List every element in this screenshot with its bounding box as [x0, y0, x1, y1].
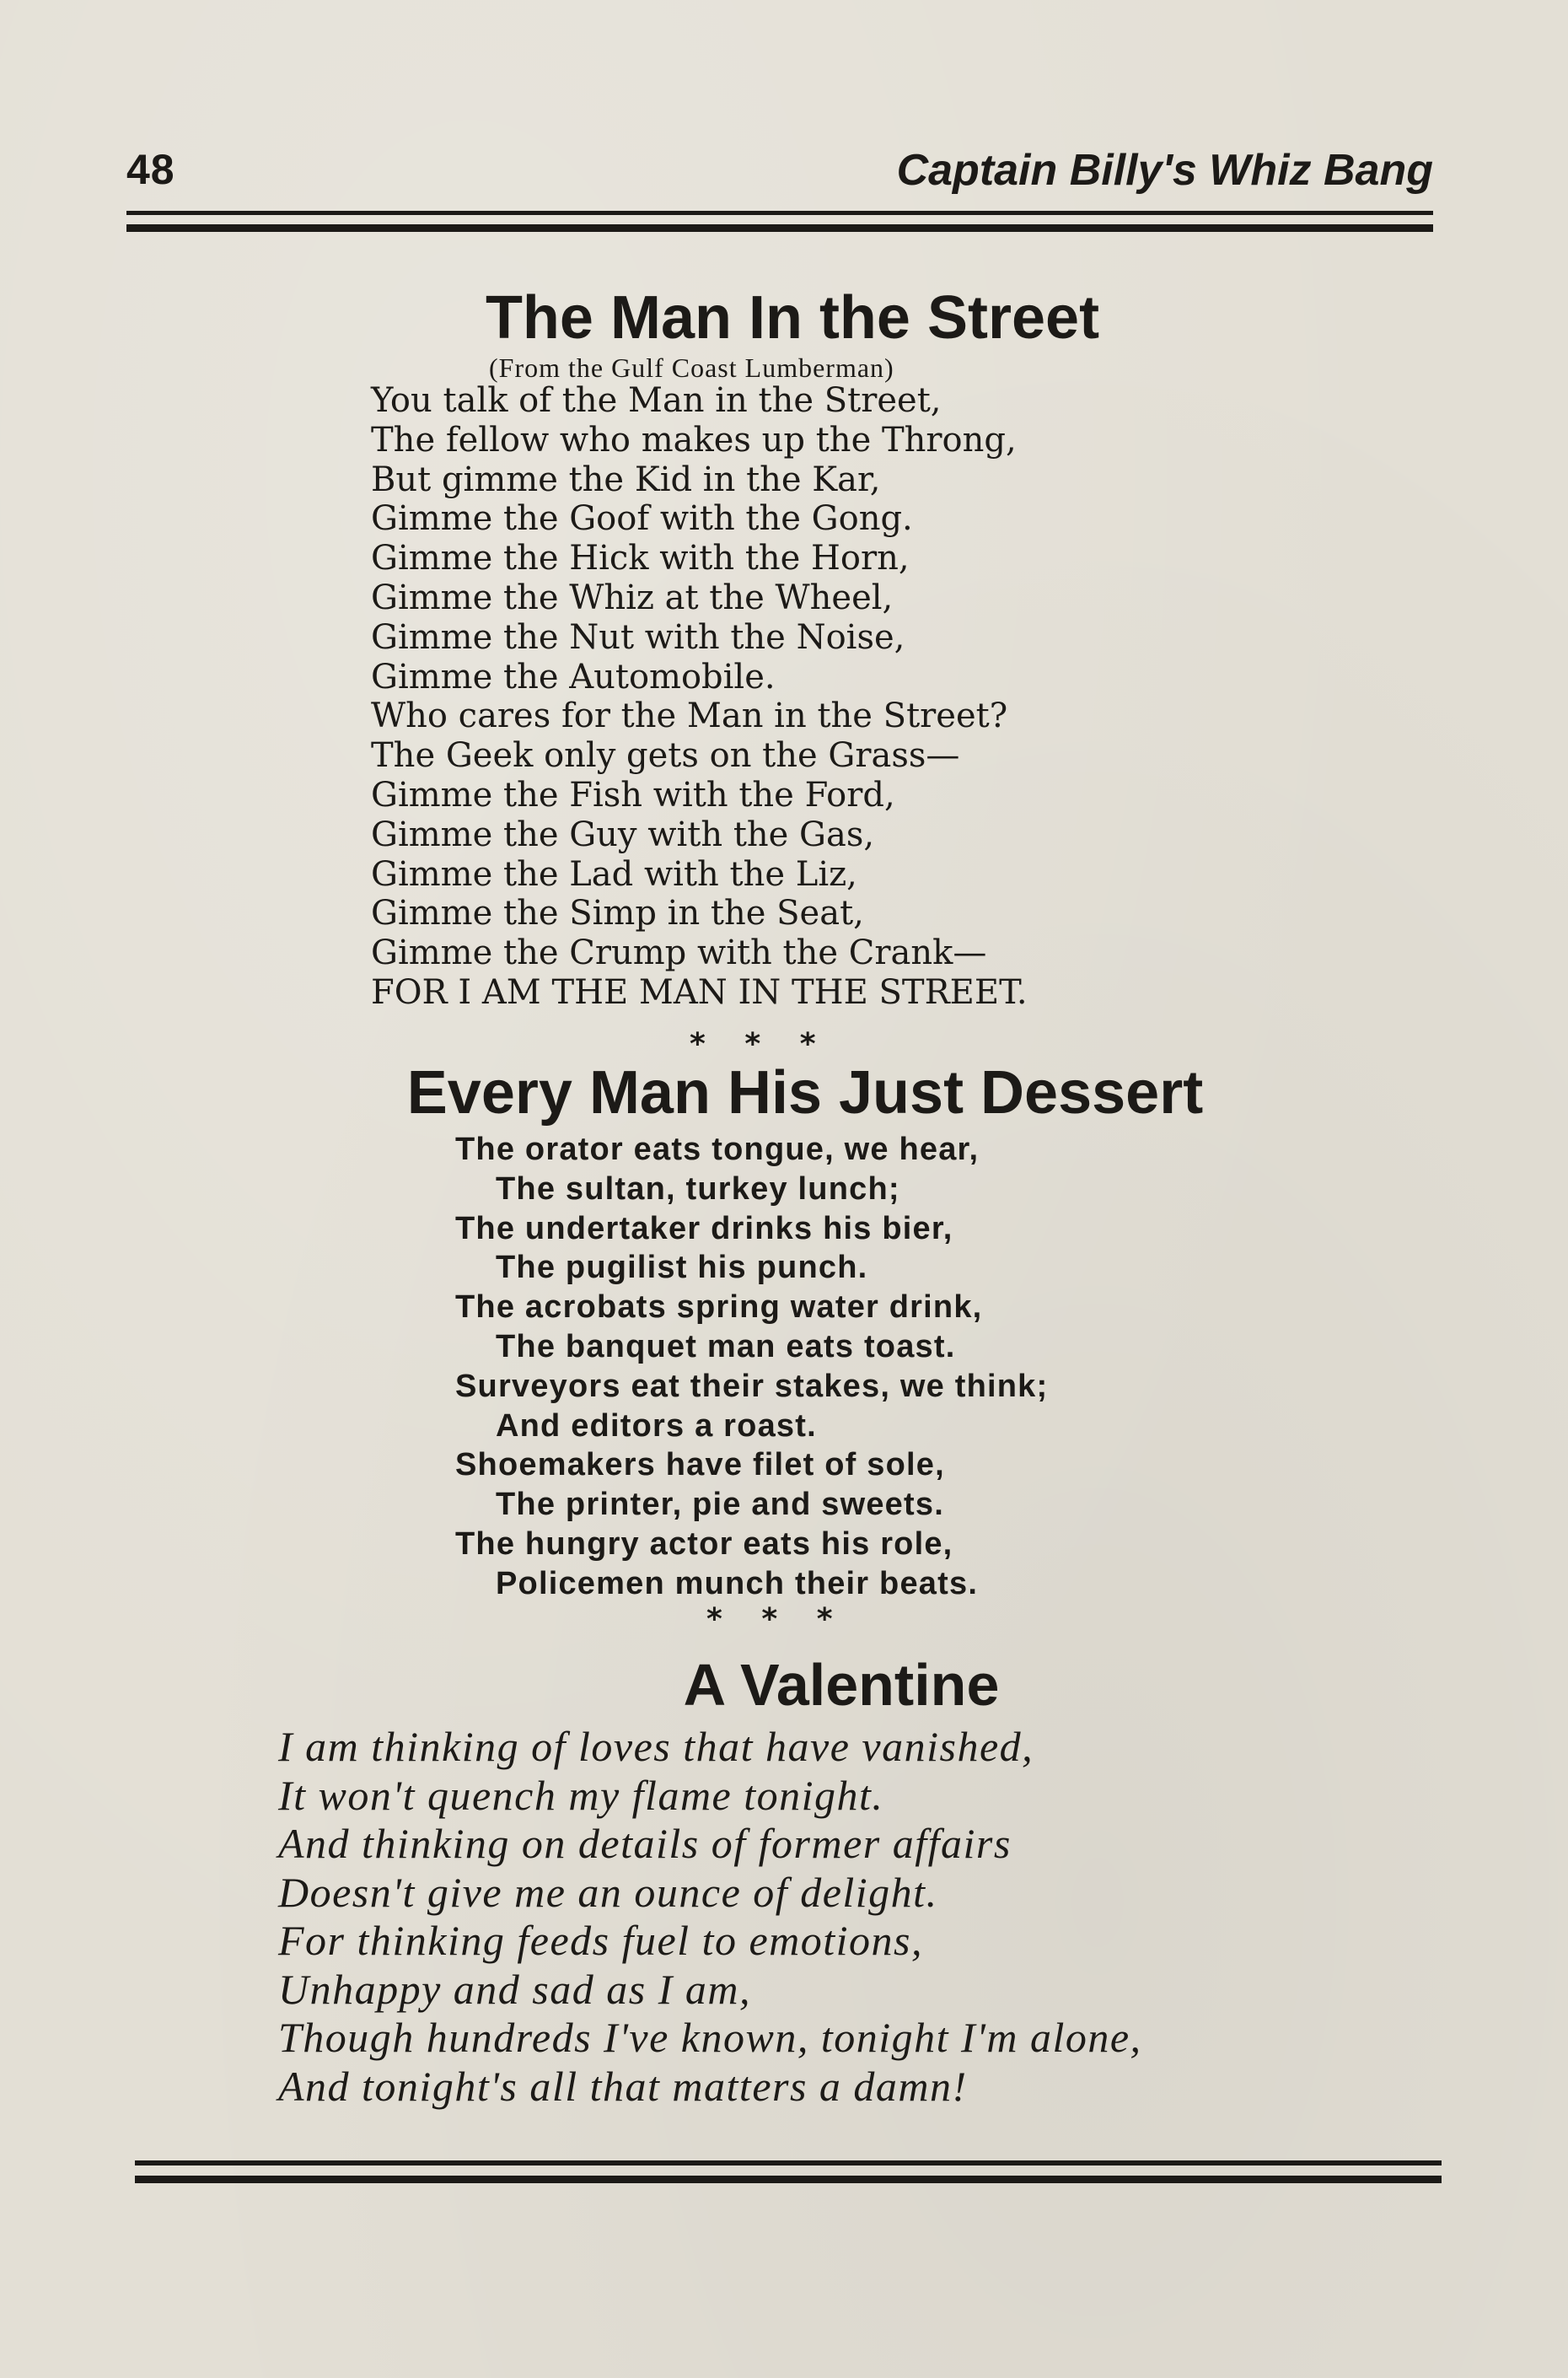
poem-line: Gimme the Lad with the Liz,: [371, 854, 857, 894]
poem-line: And thinking on details of former affairs: [278, 1820, 1012, 1867]
poem-line: Gimme the Fish with the Ford,: [371, 775, 895, 815]
page-number: 48: [126, 146, 175, 193]
poem-line: For thinking feeds fuel to emotions,: [278, 1917, 924, 1964]
poem-line: Gimme the Guy with the Gas,: [371, 815, 875, 854]
poem-line: Shoemakers have filet of sole,: [455, 1447, 945, 1483]
header-rule-thick: [126, 224, 1433, 232]
poem-line: Gimme the Hick with the Horn,: [371, 539, 910, 578]
poem-line: Gimme the Crump with the Crank—: [371, 933, 987, 973]
poem-line: Who cares for the Man in the Street?: [371, 697, 1008, 736]
poem-line: Gimme the Whiz at the Wheel,: [371, 578, 894, 617]
poem-line: Gimme the Automobile.: [371, 657, 776, 697]
poem-line: You talk of the Man in the Street,: [371, 381, 942, 420]
poem-line: Surveyors eat their stakes, we think;: [455, 1368, 1049, 1404]
poem-line: The orator eats tongue, we hear,: [455, 1132, 980, 1167]
poem-a-valentine: [278, 1723, 1142, 2111]
poem-line: And tonight's all that matters a damn!: [278, 2062, 968, 2110]
poem-line: Doesn't give me an ounce of delight.: [278, 1868, 938, 1916]
poem-line: Unhappy and sad as I am,: [278, 1965, 751, 2013]
section-separator: * * *: [706, 1602, 833, 1637]
footer-rule-thick: [135, 2176, 1442, 2183]
poem-line: Gimme the Nut with the Noise,: [371, 617, 905, 657]
poem-line: The pugilist his punch.: [496, 1250, 868, 1286]
poem-line: The hungry actor eats his role,: [455, 1525, 953, 1562]
running-title: Captain Billy's Whiz Bang: [896, 146, 1433, 195]
poem-line: But gimme the Kid in the Kar,: [371, 460, 881, 499]
poem-every-man-his-just-dessert: [455, 1130, 1048, 1604]
poem-line: The acrobats spring water drink,: [455, 1289, 983, 1326]
poem-line: The banquet man eats toast.: [496, 1328, 956, 1364]
poem-title-a-valentine: A Valentine: [683, 1652, 1000, 1718]
footer-rule-thin: [135, 2160, 1442, 2165]
poem-title-man-in-the-street: The Man In the Street: [485, 284, 1100, 352]
poem-line: And editors a roast.: [496, 1407, 817, 1444]
poem-title-every-man-his-just-dessert: Every Man His Just Dessert: [406, 1059, 1204, 1127]
poem-line: It won't quench my flame tonight.: [278, 1771, 884, 1819]
poem-source-credit: (From the Gulf Coast Lumberman): [489, 352, 894, 383]
poem-line: I am thinking of loves that have vanished,: [278, 1723, 1034, 1770]
poem-line: Gimme the Simp in the Seat,: [371, 894, 864, 933]
poem-line: The undertaker drinks his bier,: [455, 1210, 953, 1246]
header-rule-thin: [126, 211, 1433, 215]
poem-line: The printer, pie and sweets.: [496, 1487, 944, 1523]
poem-man-in-the-street: [371, 381, 1028, 1013]
poem-line: Policemen munch their beats.: [496, 1565, 979, 1601]
poem-line: Though hundreds I've known, tonight I'm alone,: [278, 2014, 1142, 2061]
poem-line: The fellow who makes up the Throng,: [371, 420, 1017, 460]
poem-line: The sultan, turkey lunch;: [496, 1170, 900, 1207]
poem-line: FOR I AM THE MAN IN THE STREET.: [371, 972, 1028, 1012]
section-separator: * * *: [690, 1027, 816, 1062]
poem-line: Gimme the Goof with the Gong.: [371, 499, 913, 539]
poem-line: The Geek only gets on the Grass—: [371, 736, 960, 776]
